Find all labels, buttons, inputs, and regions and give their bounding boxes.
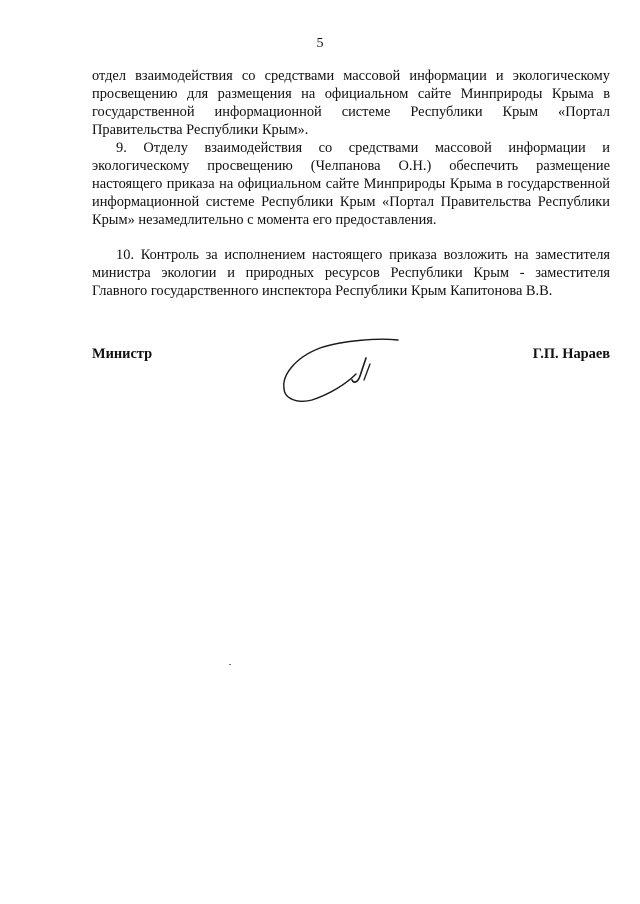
page-number: 5 — [316, 36, 324, 51]
paragraph-continuation — [92, 67, 610, 139]
paragraph-text: 9. Отделу взаимодействия со средствами массовой информации и экологическому просвещению (Челпанова О.Н.) обеспечить размещение настоящего приказа на официальном сайте Минприроды Крыма в государственной информационной системе Республики Крым «Портал Правительства Республики Крым» незамедлительно с момента его предоставления. — [92, 140, 610, 228]
paragraph-item-9 — [92, 139, 610, 229]
handwritten-signature — [282, 336, 402, 408]
paragraph-text: отдел взаимодействия со средствами массовой информации и экологическому просвещению для размещения на официальном сайте Минприроды Крыма в государственной информационной системе Республики Крым «Портал Правительства Республики Крым». — [92, 68, 610, 138]
paragraph-item-10 — [92, 246, 610, 300]
paragraph-text: 10. Контроль за исполнением настоящего приказа возложить на заместителя министра экологии и природных ресурсов Республики Крым - заместителя Главного государственного инспектора Республики Крым Капитонова В.В. — [92, 247, 610, 299]
scan-speck — [229, 664, 231, 665]
signatory-title: Министр — [92, 346, 153, 362]
signatory-name: Г.П. Нараев — [532, 346, 610, 362]
